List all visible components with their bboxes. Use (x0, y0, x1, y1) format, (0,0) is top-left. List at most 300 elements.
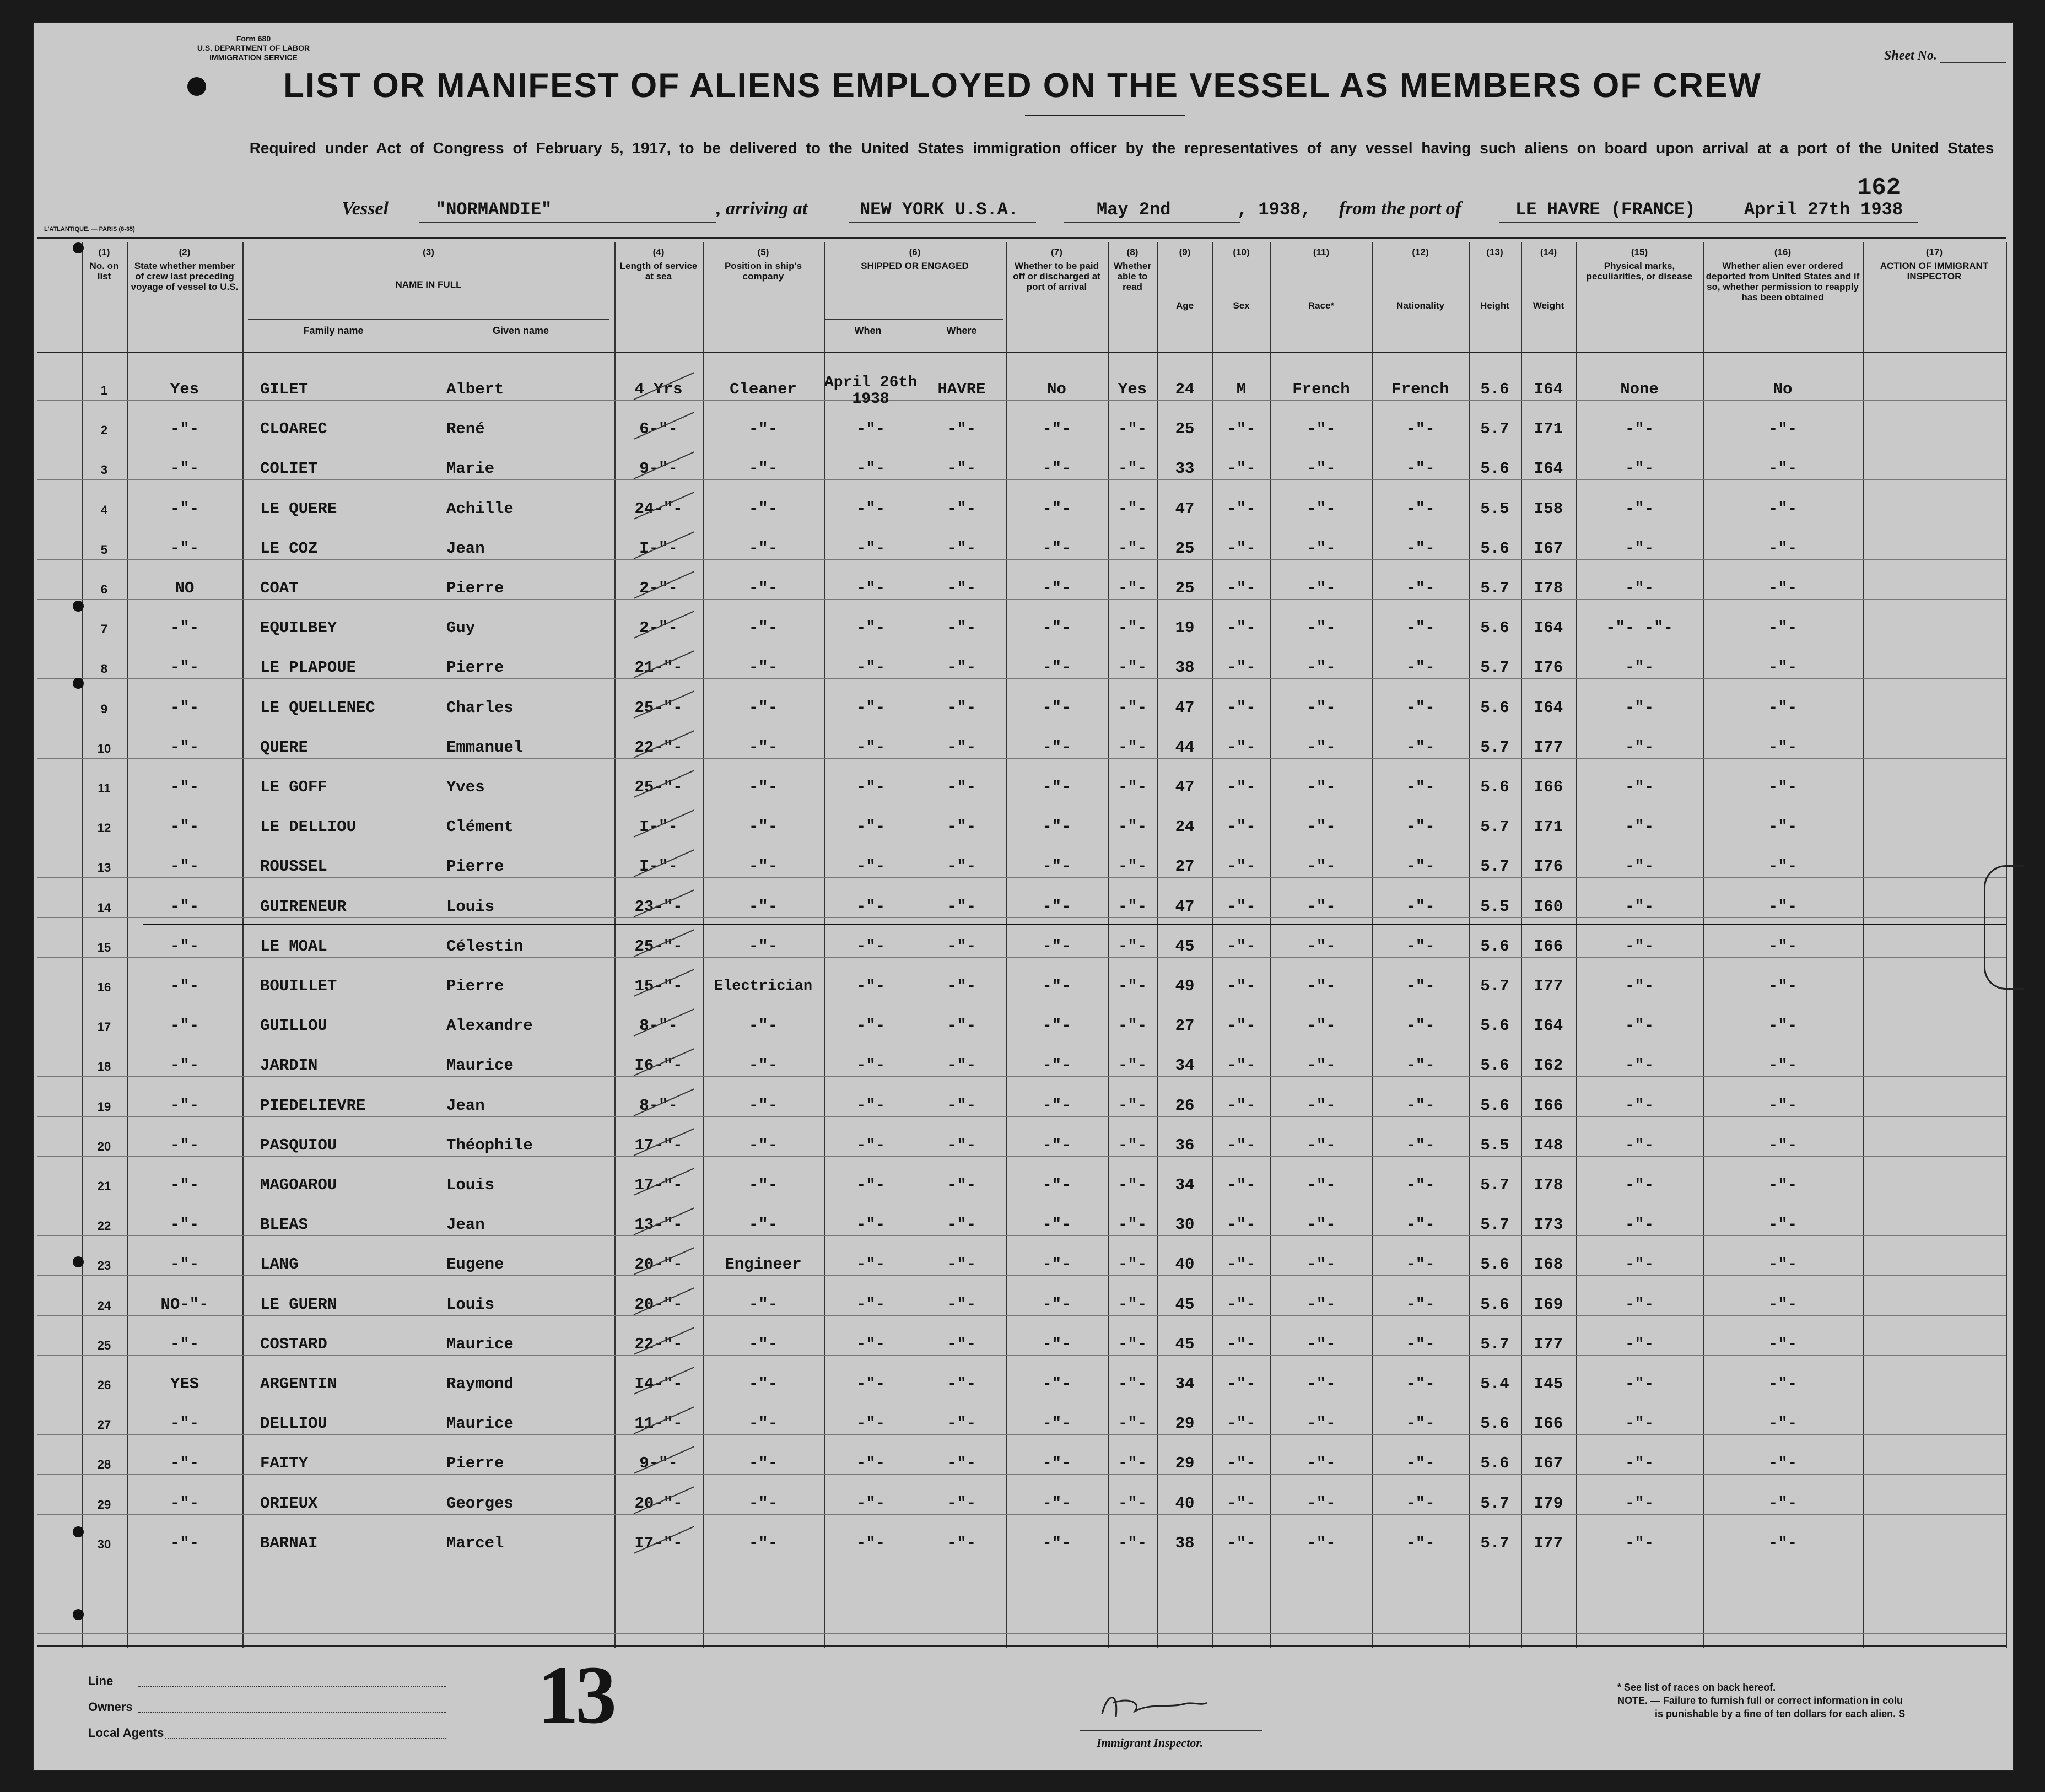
row-rule (37, 400, 2006, 401)
cell-when: -"- (856, 1097, 886, 1115)
cell-age: 25 (1175, 539, 1195, 558)
cell-nat: -"- (1406, 1534, 1435, 1552)
cell-marks: -"- (1625, 738, 1654, 757)
cell-height: 5.6 (1480, 1415, 1509, 1433)
cell-service: 21-"- (634, 658, 683, 677)
cell-paid: -"- (1042, 1176, 1071, 1194)
cell-given: Louis (446, 1176, 495, 1194)
cell-deported: -"- (1768, 619, 1798, 637)
column-header (1272, 247, 1370, 311)
cell-paid: -"- (1042, 619, 1071, 637)
cell-sex: -"- (1227, 1534, 1256, 1552)
cell-sex: -"- (1227, 539, 1256, 558)
page-number: 162 (1857, 174, 1901, 202)
cell-prev: -"- (170, 619, 199, 637)
cell-family: LE MOAL (260, 937, 327, 956)
cell-weight: I66 (1534, 1097, 1563, 1115)
cell-marks: -"- (1625, 1176, 1654, 1194)
cell-position: -"- (748, 1494, 778, 1513)
cell-family: LE DELLIOU (260, 818, 357, 836)
cell-service: 9-"- (639, 1454, 678, 1472)
cell-height: 5.6 (1480, 1296, 1509, 1314)
form-info (127, 34, 380, 62)
cell-position: -"- (748, 420, 778, 438)
cell-family: GUILLOU (260, 1017, 327, 1035)
cell-when: -"- (856, 977, 886, 995)
cell-weight: I45 (1534, 1375, 1563, 1393)
cell-paid: -"- (1042, 1296, 1071, 1314)
cell-race: -"- (1307, 1335, 1336, 1353)
column-number: (12) (1412, 247, 1429, 257)
column-header (1159, 247, 1210, 311)
row-rule (37, 877, 2006, 878)
cell-service: 23-"- (634, 898, 683, 916)
cell-read: -"- (1118, 1454, 1147, 1472)
cell-race: -"- (1307, 1375, 1336, 1393)
cell-marks: -"- (1625, 658, 1654, 677)
cell-given: Jean (446, 1097, 485, 1115)
inspector-signature (1091, 1686, 1212, 1725)
column-label: Length of service at sea (619, 261, 698, 282)
cell-marks: -"- (1625, 818, 1654, 836)
cell-position: Cleaner (730, 380, 797, 398)
column-number: (8) (1126, 247, 1138, 257)
column-number: (10) (1233, 247, 1250, 257)
cell-deported: -"- (1768, 1056, 1798, 1075)
cell-weight: I76 (1534, 658, 1563, 677)
row-number: 12 (97, 821, 111, 835)
row-rule (37, 678, 2006, 679)
cell-sex: -"- (1227, 1176, 1256, 1194)
cell-weight: I64 (1534, 460, 1563, 478)
row-number: 25 (97, 1338, 111, 1352)
cell-weight: I78 (1534, 579, 1563, 597)
cell-deported: -"- (1768, 1097, 1798, 1115)
cell-paid: -"- (1042, 818, 1071, 836)
cell-nat: -"- (1406, 1176, 1435, 1194)
cell-height: 5.7 (1480, 579, 1509, 597)
cell-when: -"- (856, 1494, 886, 1513)
column-header (1008, 247, 1105, 292)
cell-given: Pierre (446, 1454, 504, 1472)
cell-prev: -"- (170, 977, 199, 995)
cell-position: -"- (748, 1454, 778, 1472)
cell-family: JARDIN (260, 1056, 318, 1075)
cell-service: 20-"- (634, 1296, 683, 1314)
cell-race: -"- (1307, 937, 1336, 956)
column-header (1578, 247, 1701, 282)
cell-race: -"- (1307, 1176, 1336, 1194)
cell-deported: -"- (1768, 1454, 1798, 1472)
cell-paid: -"- (1042, 1415, 1071, 1433)
cell-nat: -"- (1406, 500, 1435, 518)
arriving-port: NEW YORK U.S.A. (860, 199, 1019, 220)
cell-given: Achille (446, 500, 514, 518)
cell-prev: -"- (170, 420, 199, 438)
cell-where: -"- (947, 857, 976, 876)
departure-port-rule (1499, 222, 1736, 223)
departure-port: LE HAVRE (FRANCE) (1515, 199, 1696, 220)
cell-when: -"- (856, 898, 886, 916)
cell-service: I4-"- (634, 1375, 683, 1393)
cell-paid: -"- (1042, 1255, 1071, 1273)
column-label: Whether to be paid off or discharged at port of arrival (1013, 261, 1100, 292)
cell-when: -"- (856, 500, 886, 518)
cell-read: -"- (1118, 818, 1147, 836)
cell-where: -"- (947, 1335, 976, 1353)
cell-race: -"- (1307, 1056, 1336, 1075)
cell-given: René (446, 420, 485, 438)
name-subheader-rule (248, 319, 609, 320)
column-header (617, 247, 700, 282)
cell-marks: -"- (1625, 1375, 1654, 1393)
arrival-date-rule (1064, 222, 1240, 223)
arrival-date: May 2nd (1097, 199, 1171, 220)
cell-height: 5.6 (1480, 699, 1509, 717)
row-number: 17 (97, 1020, 111, 1034)
cell-sex: -"- (1227, 1494, 1256, 1513)
cell-race: French (1292, 380, 1350, 398)
cell-prev: -"- (170, 1534, 199, 1552)
cell-position: -"- (748, 1097, 778, 1115)
cell-where: -"- (947, 500, 976, 518)
cell-when: -"- (856, 1136, 886, 1154)
cell-position: -"- (748, 937, 778, 956)
column-header (1865, 247, 2004, 282)
cell-marks: -"- (1625, 500, 1654, 518)
cell-race: -"- (1307, 1017, 1336, 1035)
shipped-subheader-rule (824, 319, 1003, 320)
cell-read: -"- (1118, 1494, 1147, 1513)
given-name-header: Given name (492, 325, 549, 336)
row-number: 29 (97, 1498, 111, 1512)
cell-where: HAVRE (937, 380, 986, 398)
row-rule (37, 479, 2006, 480)
cell-weight: I79 (1534, 1494, 1563, 1513)
column-header (1471, 247, 1519, 311)
column-number: (2) (179, 247, 191, 257)
cell-family: LANG (260, 1255, 299, 1273)
vessel-name: "NORMANDIE" (435, 199, 552, 220)
cell-nat: -"- (1406, 778, 1435, 796)
stamped-number: 13 (537, 1649, 613, 1741)
cell-when: -"- (856, 738, 886, 757)
cell-sex: -"- (1227, 977, 1256, 995)
cell-marks: -"- -"- (1606, 619, 1673, 637)
cell-height: 5.7 (1480, 738, 1509, 757)
cell-when: -"- (856, 539, 886, 558)
cell-read: -"- (1118, 1216, 1147, 1234)
cell-deported: -"- (1768, 658, 1798, 677)
cell-height: 5.7 (1480, 1335, 1509, 1353)
cell-family: GUIRENEUR (260, 898, 347, 916)
cell-family: LE COZ (260, 539, 318, 558)
cell-when: -"- (856, 1056, 886, 1075)
cell-service: 13-"- (634, 1216, 683, 1234)
cell-height: 5.6 (1480, 1255, 1509, 1273)
cell-deported: -"- (1768, 1255, 1798, 1273)
cell-service: 2-"- (639, 579, 678, 597)
cell-weight: I67 (1534, 1454, 1563, 1472)
cell-read: -"- (1118, 1296, 1147, 1314)
cell-family: PASQUIOU (260, 1136, 337, 1154)
cell-position: -"- (748, 1176, 778, 1194)
cell-sex: -"- (1227, 738, 1256, 757)
cell-deported: -"- (1768, 818, 1798, 836)
cell-when: April 26th 1938 (824, 374, 918, 408)
cell-paid: -"- (1042, 1534, 1071, 1552)
cell-position: -"- (748, 579, 778, 597)
row-rule (37, 599, 2006, 600)
cell-given: Pierre (446, 658, 504, 677)
cell-age: 38 (1175, 1534, 1195, 1552)
cell-read: -"- (1118, 857, 1147, 876)
cell-deported: -"- (1768, 857, 1798, 876)
cell-paid: -"- (1042, 1375, 1071, 1393)
cell-read: -"- (1118, 1534, 1147, 1552)
cell-prev: -"- (170, 1097, 199, 1115)
row-number: 20 (97, 1140, 111, 1153)
cell-where: -"- (947, 937, 976, 956)
cell-read: -"- (1118, 1335, 1147, 1353)
row-number: 30 (97, 1537, 111, 1551)
cell-given: Maurice (446, 1415, 514, 1433)
cell-family: ORIEUX (260, 1494, 318, 1513)
local-agents-field[interactable] (165, 1738, 446, 1739)
cell-marks: -"- (1625, 460, 1654, 478)
cell-position: -"- (748, 738, 778, 757)
row-rule (37, 1355, 2006, 1356)
cell-race: -"- (1307, 579, 1336, 597)
cell-race: -"- (1307, 699, 1336, 717)
row-rule (37, 957, 2006, 958)
cell-prev: -"- (170, 738, 199, 757)
cell-weight: I64 (1534, 699, 1563, 717)
cell-prev: -"- (170, 1216, 199, 1234)
vessel-label: Vessel (342, 198, 389, 219)
cell-sex: -"- (1227, 778, 1256, 796)
cell-weight: I71 (1534, 420, 1563, 438)
cell-sex: -"- (1227, 1017, 1256, 1035)
cell-read: -"- (1118, 1056, 1147, 1075)
when-header: When (854, 325, 882, 336)
line-label: Line (88, 1674, 114, 1688)
row-number: 6 (100, 582, 108, 596)
cell-position: -"- (748, 658, 778, 677)
cell-sex: -"- (1227, 420, 1256, 438)
cell-weight: I67 (1534, 539, 1563, 558)
cell-family: CLOAREC (260, 420, 327, 438)
cell-race: -"- (1307, 1494, 1336, 1513)
cell-height: 5.5 (1480, 500, 1509, 518)
cell-nat: -"- (1406, 1375, 1435, 1393)
owners-field[interactable] (138, 1712, 446, 1713)
cell-service: 22-"- (634, 1335, 683, 1353)
cell-age: 40 (1175, 1255, 1195, 1273)
cell-when: -"- (856, 1534, 886, 1552)
cell-weight: I73 (1534, 1216, 1563, 1234)
cell-given: Georges (446, 1494, 514, 1513)
cell-deported: No (1773, 380, 1793, 398)
column-header (129, 247, 240, 292)
title-underline (1025, 115, 1185, 116)
cell-nat: -"- (1406, 658, 1435, 677)
row-rule (37, 1275, 2006, 1276)
cell-position: Engineer (725, 1255, 802, 1273)
cell-paid: -"- (1042, 1335, 1071, 1353)
cell-read: -"- (1118, 658, 1147, 677)
cell-age: 24 (1175, 818, 1195, 836)
cell-family: DELLIOU (260, 1415, 327, 1433)
cell-read: -"- (1118, 1097, 1147, 1115)
row-number: 18 (97, 1060, 111, 1073)
cell-age: 27 (1175, 857, 1195, 876)
line-field[interactable] (138, 1686, 446, 1687)
column-label: Height (1480, 300, 1509, 311)
row-rule (37, 1235, 2006, 1236)
where-header: Where (946, 325, 977, 336)
cell-marks: -"- (1625, 1335, 1654, 1353)
cell-sex: -"- (1227, 1335, 1256, 1353)
sheet-number-label: Sheet No. (1884, 48, 1937, 63)
cell-paid: -"- (1042, 579, 1071, 597)
owners-label: Owners (88, 1700, 133, 1714)
cell-age: 34 (1175, 1056, 1195, 1075)
cell-position: -"- (748, 699, 778, 717)
cell-when: -"- (856, 1216, 886, 1234)
cell-height: 5.6 (1480, 1017, 1509, 1035)
punch-hole (73, 1609, 84, 1620)
cell-deported: -"- (1768, 1415, 1798, 1433)
cell-height: 5.5 (1480, 1136, 1509, 1154)
cell-marks: -"- (1625, 937, 1654, 956)
cell-service: 24-"- (634, 500, 683, 518)
row-rule (37, 1076, 2006, 1077)
printer-mark: L'ATLANTIQUE. — PARIS (8-35) (44, 226, 135, 233)
cell-given: Pierre (446, 857, 504, 876)
cell-height: 5.6 (1480, 778, 1509, 796)
cell-when: -"- (856, 1017, 886, 1035)
cell-read: -"- (1118, 898, 1147, 916)
cell-weight: I77 (1534, 977, 1563, 995)
cell-prev: YES (170, 1375, 199, 1393)
sheet-number (1884, 48, 2006, 63)
cell-prev: -"- (170, 539, 199, 558)
cell-race: -"- (1307, 420, 1336, 438)
cell-weight: I58 (1534, 500, 1563, 518)
cell-position: -"- (748, 898, 778, 916)
cell-marks: -"- (1625, 1255, 1654, 1273)
cell-weight: I77 (1534, 1534, 1563, 1552)
cell-age: 33 (1175, 460, 1195, 478)
cell-prev: -"- (170, 1136, 199, 1154)
row-rule (37, 1474, 2006, 1475)
cell-family: COAT (260, 579, 299, 597)
cell-family: ROUSSEL (260, 857, 327, 876)
cell-family: COLIET (260, 460, 318, 478)
cell-nat: -"- (1406, 619, 1435, 637)
column-label: Position in ship's company (724, 261, 802, 282)
cell-age: 26 (1175, 1097, 1195, 1115)
cell-read: -"- (1118, 579, 1147, 597)
cell-where: -"- (947, 658, 976, 677)
cell-nat: -"- (1406, 738, 1435, 757)
cell-age: 19 (1175, 619, 1195, 637)
row-number: 22 (97, 1219, 111, 1233)
arrival-year: , 1938, (1237, 199, 1312, 220)
row-number: 8 (100, 662, 108, 676)
note-label: NOTE. — (1617, 1695, 1661, 1706)
column-header (1374, 247, 1466, 311)
row-rule (37, 917, 2006, 918)
cell-service: 6-"- (639, 420, 678, 438)
cell-service: 15-"- (634, 977, 683, 995)
cell-sex: -"- (1227, 1415, 1256, 1433)
cell-age: 25 (1175, 420, 1195, 438)
cell-deported: -"- (1768, 977, 1798, 995)
cell-when: -"- (856, 818, 886, 836)
vessel-name-rule (419, 222, 716, 223)
cell-deported: -"- (1768, 1375, 1798, 1393)
row-number: 26 (97, 1378, 111, 1392)
cell-age: 38 (1175, 658, 1195, 677)
row-number: 24 (97, 1299, 111, 1313)
column-label: ACTION OF IMMIGRANT INSPECTOR (1880, 261, 1989, 282)
cell-family: LE GUERN (260, 1296, 337, 1314)
cell-weight: I60 (1534, 898, 1563, 916)
cell-given: Alexandre (446, 1017, 533, 1035)
cell-paid: No (1047, 380, 1066, 398)
cell-where: -"- (947, 738, 976, 757)
cell-when: -"- (856, 1176, 886, 1194)
punch-hole (73, 678, 84, 689)
cell-height: 5.7 (1480, 1494, 1509, 1513)
cell-read: -"- (1118, 539, 1147, 558)
cell-when: -"- (856, 1454, 886, 1472)
cell-where: -"- (947, 539, 976, 558)
cell-sex: -"- (1227, 1375, 1256, 1393)
row-number: 9 (100, 702, 108, 716)
cell-marks: -"- (1625, 857, 1654, 876)
header-top-rule (37, 237, 2006, 239)
cell-sex: M (1236, 380, 1247, 398)
cell-paid: -"- (1042, 1056, 1071, 1075)
cell-nat: -"- (1406, 579, 1435, 597)
cell-weight: I78 (1534, 1176, 1563, 1194)
cell-given: Clément (446, 818, 514, 836)
cell-where: -"- (947, 460, 976, 478)
family-name-header: Family name (303, 325, 364, 336)
cell-paid: -"- (1042, 1216, 1071, 1234)
cell-marks: -"- (1625, 1056, 1654, 1075)
row-number: 21 (97, 1179, 111, 1193)
cell-prev: -"- (170, 857, 199, 876)
cell-paid: -"- (1042, 738, 1071, 757)
cell-prev: -"- (170, 898, 199, 916)
cell-position: -"- (748, 1335, 778, 1353)
cell-deported: -"- (1768, 1136, 1798, 1154)
cell-read: -"- (1118, 778, 1147, 796)
cell-when: -"- (856, 658, 886, 677)
cell-nat: -"- (1406, 977, 1435, 995)
cell-read: -"- (1118, 1176, 1147, 1194)
cell-weight: I62 (1534, 1056, 1563, 1075)
cell-paid: -"- (1042, 460, 1071, 478)
cell-nat: -"- (1406, 898, 1435, 916)
row-rule (37, 1116, 2006, 1117)
cell-nat: -"- (1406, 460, 1435, 478)
cell-weight: I66 (1534, 1415, 1563, 1433)
